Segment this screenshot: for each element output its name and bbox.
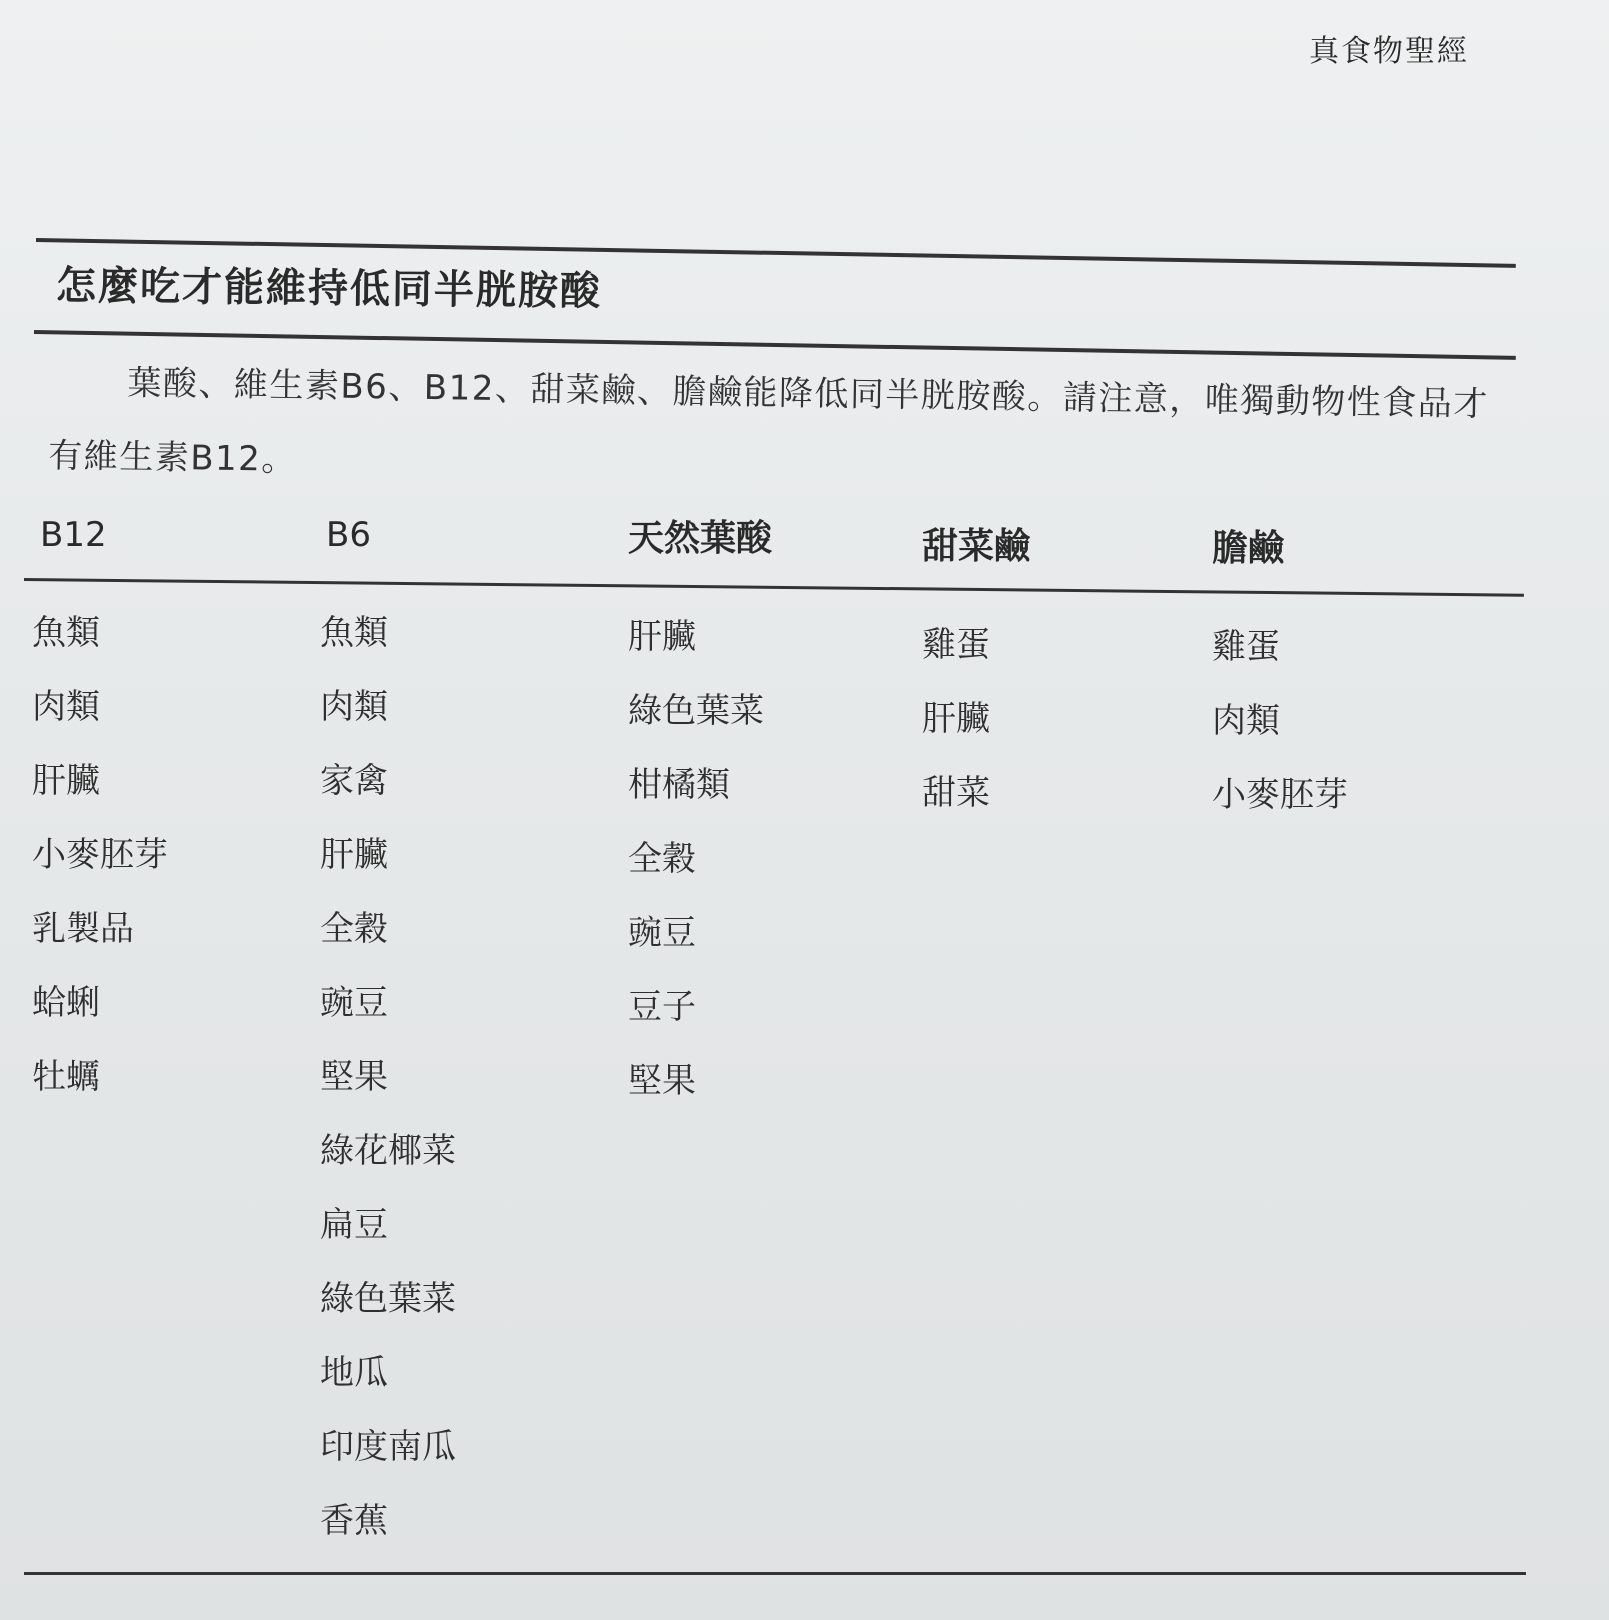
list-item: 魚類 (32, 613, 100, 653)
list-item: 小麥胚芽 (1212, 775, 1348, 815)
intro-text: 葉酸、維生素B6、B12、甜菜鹼、膽鹼能降低同半胱胺酸。請注意，唯獨動物性食品才有維生素B12。 (47, 363, 1490, 480)
list-item: 全穀 (628, 839, 696, 879)
column-b12 (32, 510, 176, 1114)
column-header: 膽鹼 (1212, 528, 1285, 569)
list-item: 乳製品 (32, 909, 134, 949)
column-b6 (320, 510, 462, 1558)
column-items (628, 600, 772, 1118)
list-item: 全穀 (320, 909, 388, 949)
column-header: 甜菜鹼 (922, 526, 1031, 567)
list-item: 綠色葉菜 (320, 1279, 456, 1319)
list-item: 肝臟 (320, 835, 388, 875)
column-header: B12 (40, 515, 107, 555)
list-item: 肉類 (1212, 701, 1280, 741)
list-item: 堅果 (320, 1057, 388, 1097)
list-item: 印度南瓜 (320, 1427, 456, 1467)
column-header: 天然葉酸 (628, 518, 773, 559)
list-item: 豆子 (628, 987, 696, 1027)
column-folate (628, 514, 772, 1118)
list-item: 肝臟 (32, 761, 100, 801)
intro-paragraph (48, 345, 1510, 516)
list-item: 綠色葉菜 (628, 691, 764, 731)
list-item: 豌豆 (628, 913, 696, 953)
list-item: 小麥胚芽 (32, 835, 168, 875)
list-item: 肉類 (32, 687, 100, 727)
list-item: 豌豆 (320, 983, 388, 1023)
column-items (922, 608, 1030, 830)
column-items (1212, 610, 1348, 832)
table-bottom-rule (24, 1572, 1526, 1575)
list-item: 香蕉 (320, 1501, 388, 1541)
column-choline (1212, 524, 1348, 832)
list-item: 地瓜 (320, 1353, 388, 1393)
list-item: 肝臟 (628, 617, 696, 657)
running-head: 真食物聖經 (1309, 34, 1469, 69)
list-item: 扁豆 (320, 1205, 388, 1245)
column-header: B6 (326, 515, 371, 555)
list-item: 綠花椰菜 (320, 1131, 456, 1171)
list-item: 牡蠣 (32, 1057, 100, 1097)
column-betaine (922, 522, 1030, 830)
column-items (32, 596, 168, 1114)
list-item: 蛤蜊 (32, 983, 100, 1023)
list-item: 魚類 (320, 613, 388, 653)
list-item: 柑橘類 (628, 765, 730, 805)
list-item: 堅果 (628, 1061, 696, 1101)
column-items (320, 596, 456, 1558)
list-item: 家禽 (320, 761, 388, 801)
list-item: 肝臟 (922, 699, 990, 739)
list-item: 雞蛋 (1212, 627, 1280, 667)
list-item: 雞蛋 (922, 625, 990, 665)
list-item: 肉類 (320, 687, 388, 727)
list-item: 甜菜 (922, 773, 990, 813)
box-title: 怎麼吃才能維持低同半胱胺酸 (55, 263, 603, 315)
